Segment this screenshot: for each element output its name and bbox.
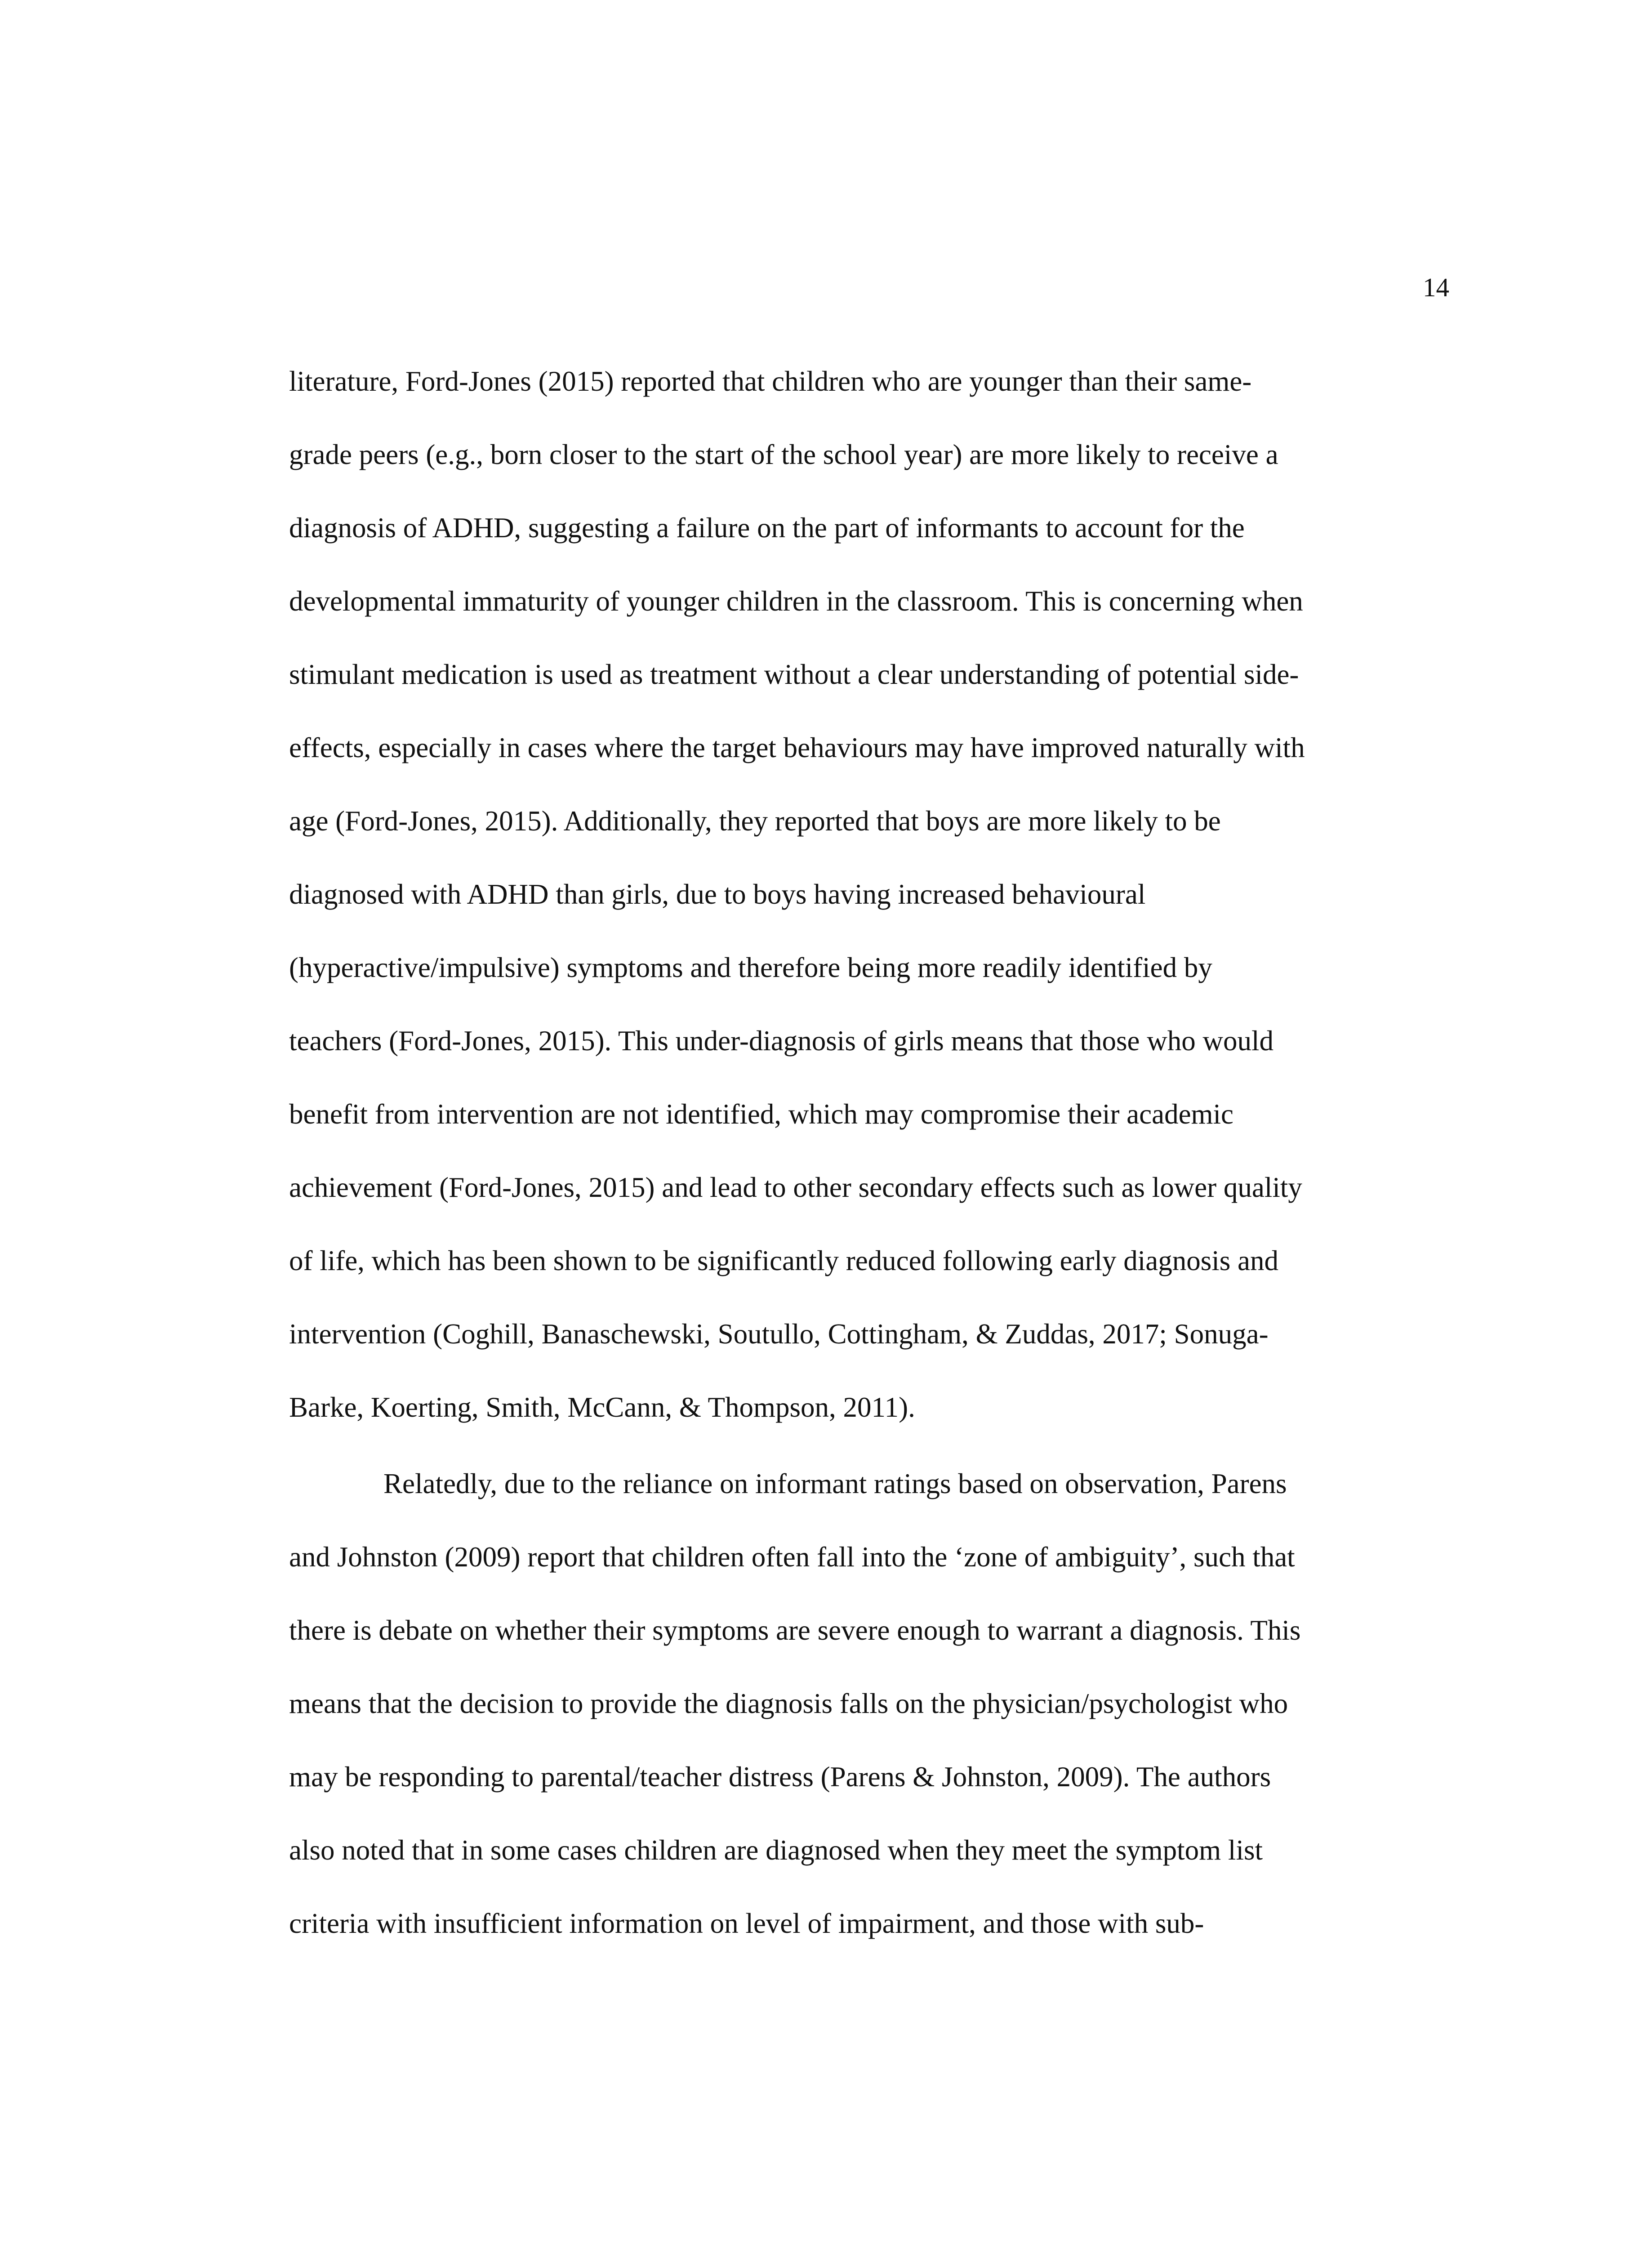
text-line: developmental immaturity of younger children in the classroom. This is concerning when [289, 585, 1303, 617]
text-line: stimulant medication is used as treatment without a clear understanding of potential side- [289, 659, 1299, 690]
text-line: diagnosis of ADHD, suggesting a failure on the part of informants to account for the [289, 512, 1245, 544]
text-line: means that the decision to provide the diagnosis falls on the physician/psychologist who [289, 1688, 1288, 1719]
text-line: may be responding to parental/teacher distress (Parens & Johnston, 2009). The authors [289, 1761, 1271, 1793]
text-line: diagnosed with ADHD than girls, due to boys having increased behavioural [289, 879, 1146, 910]
text-line: and Johnston (2009) report that children often fall into the ‘zone of ambiguity’, such that [289, 1541, 1295, 1573]
text-line: age (Ford-Jones, 2015). Additionally, they reported that boys are more likely to be [289, 805, 1221, 837]
page-number: 14 [1423, 272, 1449, 302]
text-line: intervention (Coghill, Banaschewski, Soutullo, Cottingham, & Zuddas, 2017; Sonuga- [289, 1318, 1269, 1350]
text-line: (hyperactive/impulsive) symptoms and therefore being more readily identified by [289, 952, 1212, 983]
text-line: teachers (Ford-Jones, 2015). This under-diagnosis of girls means that those who would [289, 1025, 1274, 1057]
text-line: there is debate on whether their symptoms are severe enough to warrant a diagnosis. This [289, 1615, 1301, 1646]
text-line: achievement (Ford-Jones, 2015) and lead to other secondary effects such as lower quality [289, 1172, 1302, 1203]
text-line: literature, Ford-Jones (2015) reported that children who are younger than their same- [289, 366, 1252, 397]
text-line: Barke, Koerting, Smith, McCann, & Thompson, 2011). [289, 1392, 915, 1423]
paragraph-first-line: Relatedly, due to the reliance on informant ratings based on observation, Parens [383, 1468, 1287, 1499]
text-line: benefit from intervention are not identified, which may compromise their academic [289, 1098, 1233, 1130]
text-line: criteria with insufficient information on level of impairment, and those with sub- [289, 1908, 1204, 1939]
text-line: effects, especially in cases where the target behaviours may have improved naturally with [289, 732, 1305, 763]
text-line: of life, which has been shown to be significantly reduced following early diagnosis and [289, 1245, 1278, 1276]
text-line: grade peers (e.g., born closer to the start of the school year) are more likely to receive a [289, 439, 1278, 470]
text-line: also noted that in some cases children are diagnosed when they meet the symptom list [289, 1834, 1263, 1866]
